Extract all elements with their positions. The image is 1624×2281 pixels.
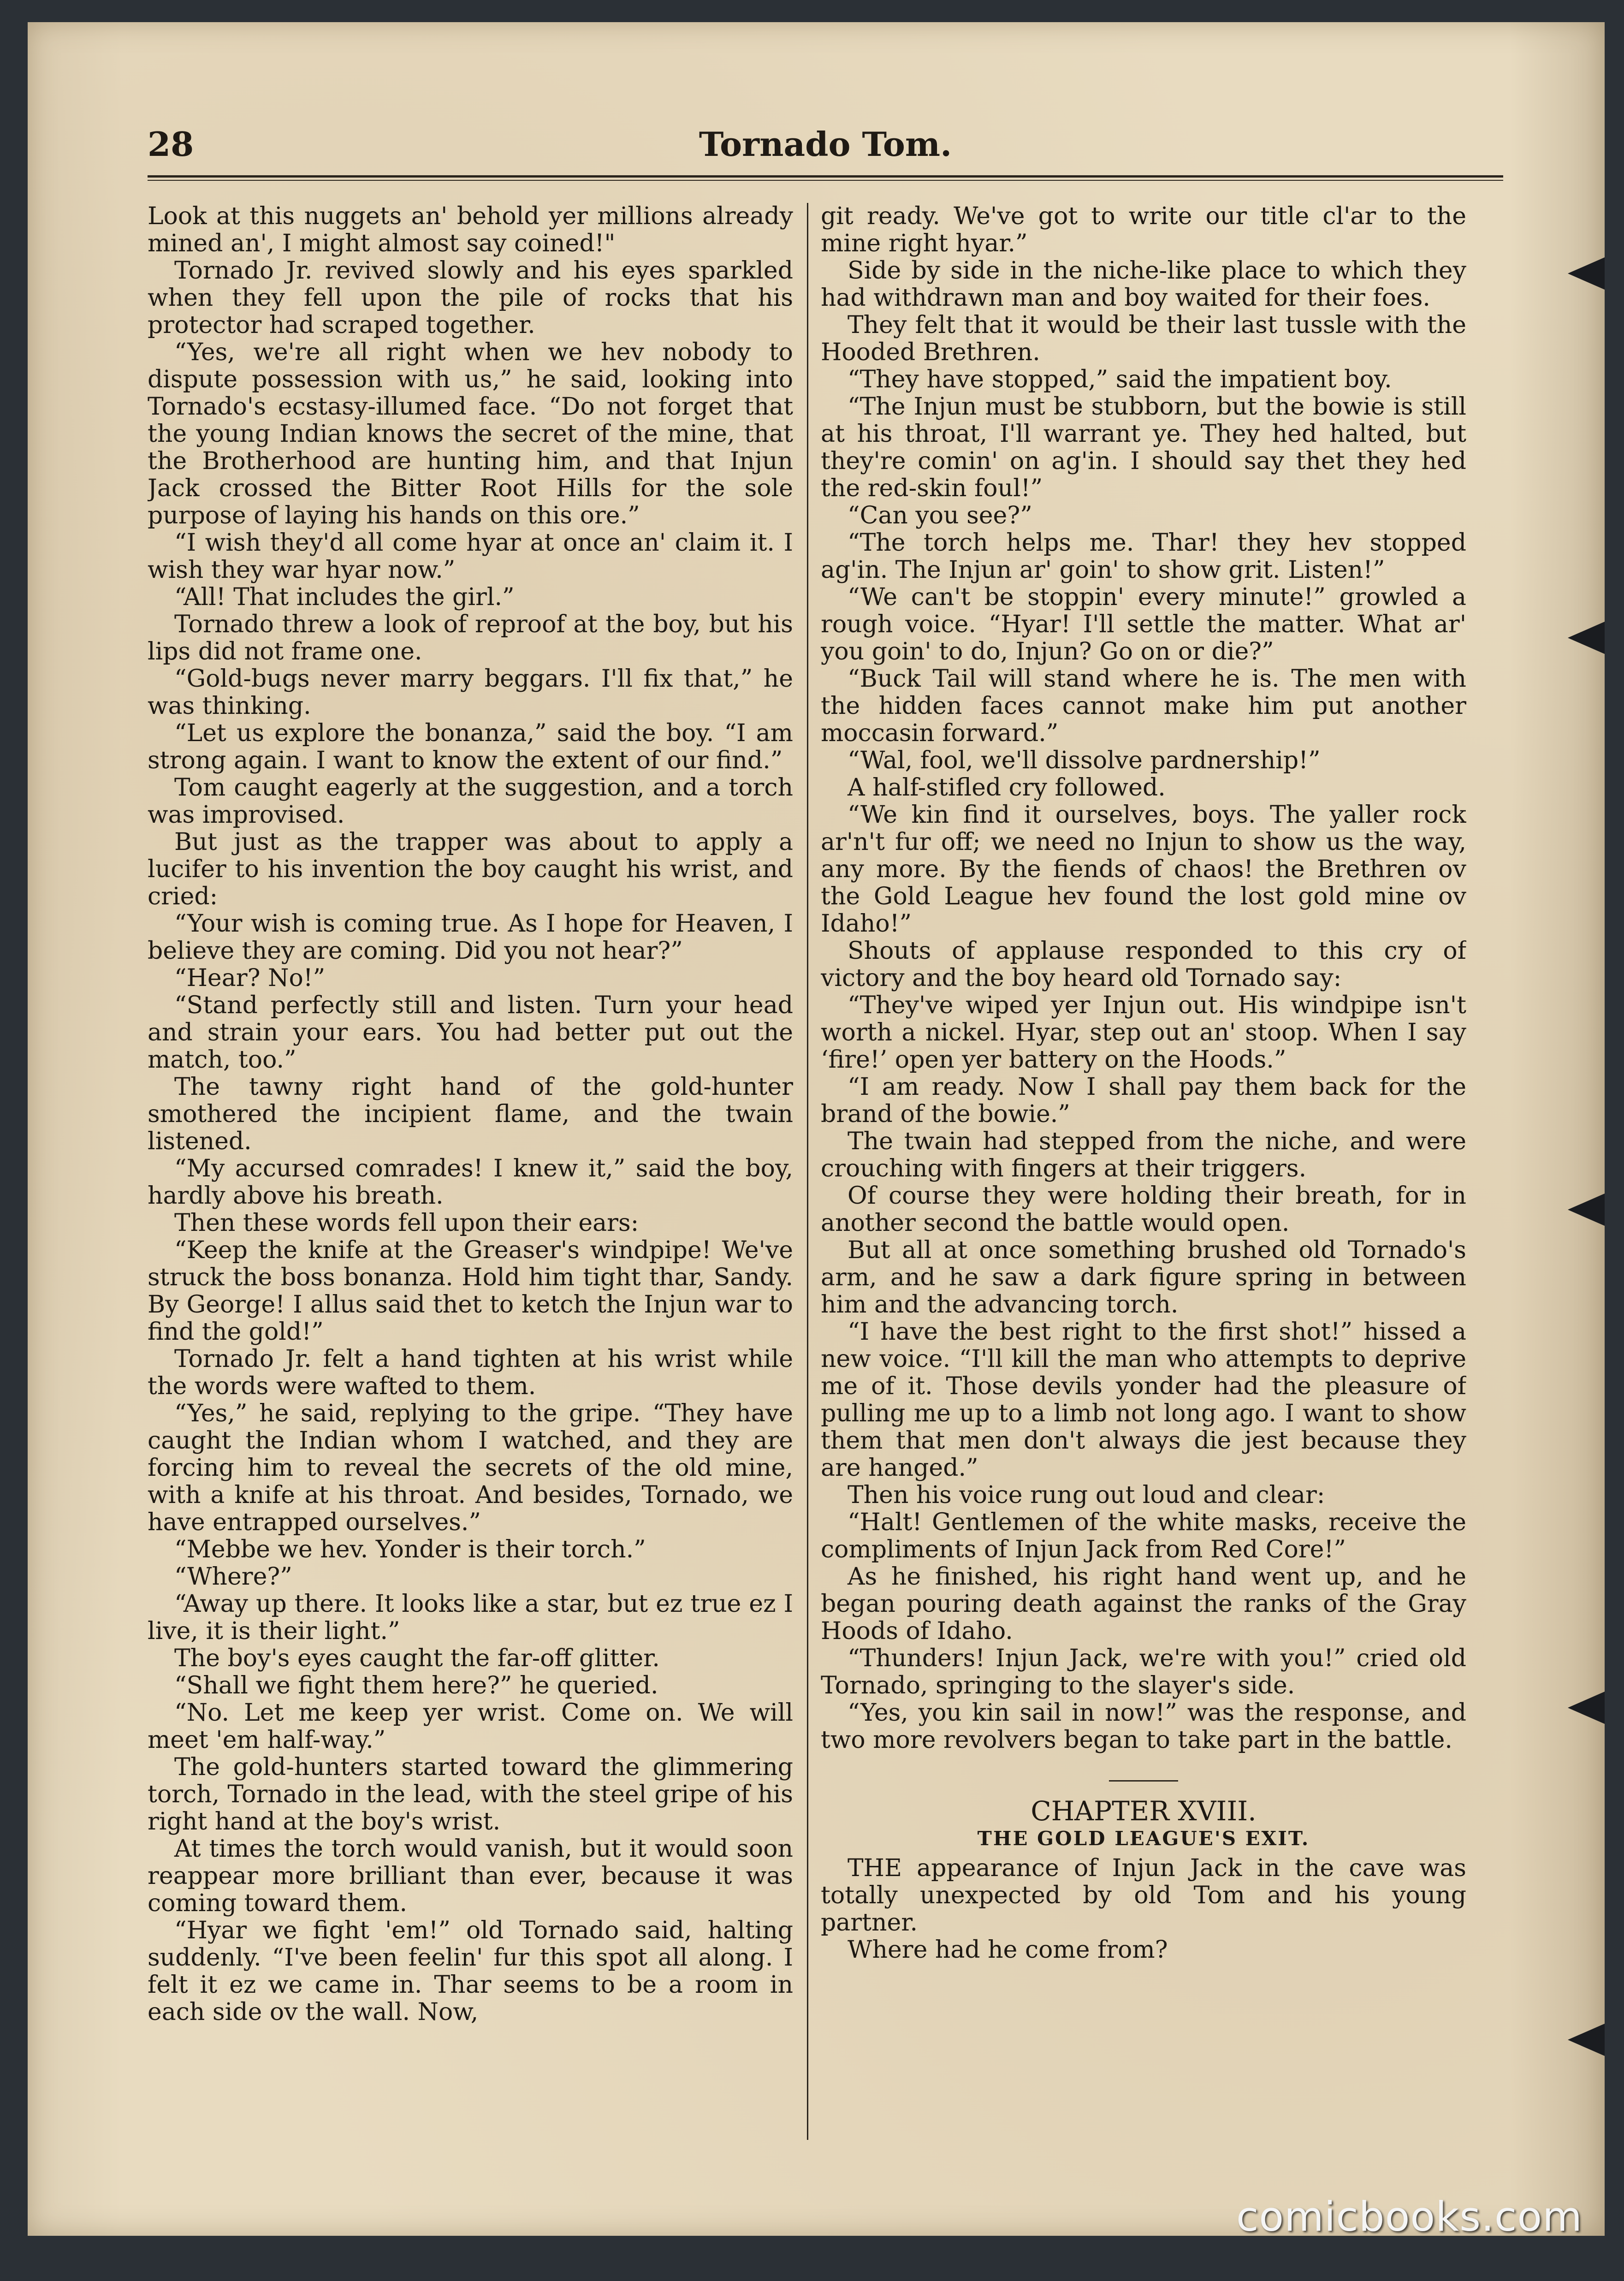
page-header <box>148 106 1503 171</box>
paragraph: “The Injun must be stubborn, but the bowie is still at his throat, I'll warrant ye. They hed halted, but they're comin' on ag'in. I should say thet they hed the red-skin foul!” <box>821 393 1466 502</box>
header-rule-thin <box>148 180 1503 181</box>
paragraph: “My accursed comrades! I knew it,” said the boy, hardly above his breath. <box>148 1155 793 1210</box>
paragraph: The tawny right hand of the gold-hunter smothered the incipient flame, and the twain listened. <box>148 1073 793 1155</box>
paragraph: “I am ready. Now I shall pay them back for the brand of the bowie.” <box>821 1073 1466 1128</box>
paragraph: “Thunders! Injun Jack, we're with you!” cried old Tornado, springing to the slayer's side. <box>821 1645 1466 1699</box>
chapter-subtitle: THE GOLD LEAGUE'S EXIT. <box>977 1827 1310 1850</box>
paragraph: But just as the trapper was about to apply a lucifer to his invention the boy caught his wrist, and cried: <box>148 828 793 910</box>
paragraph: “They have stopped,” said the impatient boy. <box>848 366 1392 393</box>
chapter-opening-text <box>821 1855 1466 1964</box>
paragraph: “I wish they'd all come hyar at once an' claim it. I wish they war hyar now.” <box>148 529 793 584</box>
watermark-logo: comicbooks.com <box>1236 2193 1583 2240</box>
paragraph: The gold-hunters started toward the glimmering torch, Tornado in the lead, with the steel gripe of his right hand at the boy's wrist. <box>148 1753 793 1835</box>
running-title: Tornado Tom. <box>699 125 952 164</box>
paragraph: git ready. We've got to write our title cl'ar to the mine right hyar.” <box>821 203 1466 257</box>
paragraph: “Let us explore the bonanza,” said the boy. “I am strong again. I want to know the extent of our find.” <box>148 719 793 774</box>
binding-notch <box>1568 622 1605 654</box>
paragraph: “The torch helps me. Thar! they hev stopped ag'in. The Injun ar' goin' to show grit. Listen!” <box>821 529 1466 584</box>
page-number: 28 <box>148 125 194 164</box>
paragraph: “Mebbe we hev. Yonder is their torch.” <box>174 1536 646 1563</box>
paragraph: Where had he come from? <box>848 1936 1168 1964</box>
paragraph: “We can't be stoppin' every minute!” growled a rough voice. “Hyar! I'll settle the matter. What ar' you goin' to do, Injun? Go on or die?” <box>821 583 1466 665</box>
paragraph: “Can you see?” <box>848 502 1032 529</box>
paragraph: “Hear? No!” <box>174 964 326 992</box>
paragraph: “They've wiped yer Injun out. His windpipe isn't worth a nickel. Hyar, step out an' stoop. When I say ‘fire!’ open yer battery on the Hoods.” <box>821 992 1466 1074</box>
right-column-text <box>821 203 1466 1754</box>
paragraph: “Yes, we're all right when we hev nobody to dispute possession with us,” he said, looking into Tornado's ecstasy-illumed face. “Do not forget that the young Indian knows the secret of the mine, that the Brotherhood are hunting him, and that Injun Jack crossed the Bitter Root Hills for the sole purpose of laying his hands on this ore.” <box>148 339 793 529</box>
section-separator <box>821 1760 1466 1788</box>
paragraph: A half-stifled cry followed. <box>848 774 1166 802</box>
paragraph: “Keep the knife at the Greaser's windpipe! We've struck the boss bonanza. Hold him tight thar, Sandy. By George! I allus said thet to ketch the Injun war to find the gold!” <box>148 1236 793 1346</box>
paragraph: At times the torch would vanish, but it would soon reappear more brilliant than ever, because it was coming toward them. <box>148 1835 793 1917</box>
binding-notch <box>1568 2024 1605 2056</box>
paragraph: THE appearance of Injun Jack in the cave was totally unexpected by old Tom and his young partner. <box>821 1854 1466 1936</box>
paragraph: As he finished, his right hand went up, and he began pouring death against the ranks of the Gray Hoods of Idaho. <box>821 1563 1466 1645</box>
paragraph: Then his voice rung out loud and clear: <box>848 1481 1325 1509</box>
paragraph: “Buck Tail will stand where he is. The men with the hidden faces cannot make him put another moccasin forward.” <box>821 665 1466 747</box>
paragraph: Then these words fell upon their ears: <box>174 1209 639 1237</box>
paragraph: Of course they were holding their breath, for in another second the battle would open. <box>821 1182 1466 1237</box>
paragraph: Tornado Jr. felt a hand tighten at his wrist while the words were wafted to them. <box>148 1345 793 1400</box>
paragraph: Tornado Jr. revived slowly and his eyes sparkled when they fell upon the pile of rocks that his protector had scraped together. <box>148 257 793 339</box>
paragraph: The twain had stepped from the niche, and were crouching with fingers at their triggers. <box>821 1128 1466 1182</box>
paragraph: “Hyar we fight 'em!” old Tornado said, halting suddenly. “I've been feelin' fur this spot all along. I felt it ez we came in. Thar seems to be a room in each side ov the wall. Now, <box>148 1917 793 2026</box>
paragraph: Shouts of applause responded to this cry of victory and the boy heard old Tornado say: <box>821 937 1466 992</box>
paragraph: “I have the best right to the first shot!” hissed a new voice. “I'll kill the man who attempts to deprive me of it. Those devils yonder had the pleasure of pulling me up to a limb not long ago. I want to show them that men don't always die jest because they are hanged.” <box>821 1318 1466 1482</box>
paragraph: Side by side in the niche-like place to which they had withdrawn man and boy waited for their foes. <box>821 257 1466 312</box>
paragraph: Look at this nuggets an' behold yer millions already mined an', I might almost say coined!" <box>148 203 793 257</box>
paragraph: “Where?” <box>174 1563 292 1591</box>
paragraph: They felt that it would be their last tussle with the Hooded Brethren. <box>821 311 1466 366</box>
header-rule <box>148 175 1503 178</box>
paragraph: “Stand perfectly still and listen. Turn your head and strain your ears. You had better put out the match, too.” <box>148 992 793 1074</box>
right-column <box>821 203 1466 2163</box>
paragraph: “No. Let me keep yer wrist. Come on. We will meet 'em half-way.” <box>148 1699 793 1754</box>
binding-notch <box>1568 1692 1605 1724</box>
paragraph: “All! That includes the girl.” <box>174 583 515 611</box>
paragraph: Tornado threw a look of reproof at the boy, but his lips did not frame one. <box>148 611 793 665</box>
column-divider <box>807 203 808 2140</box>
binding-notch <box>1568 1194 1605 1226</box>
left-column <box>148 203 793 2163</box>
paragraph: “Gold-bugs never marry beggars. I'll fix that,” he was thinking. <box>148 665 793 720</box>
paragraph: “Yes,” he said, replying to the gripe. “They have caught the Indian whom I watched, and they are forcing him to reveal the secrets of the old mine, with a knife at his throat. And besides, Tornado, we have entrapped ourselves.” <box>148 1400 793 1536</box>
paragraph: But all at once something brushed old Tornado's arm, and he saw a dark figure spring in between him and the advancing torch. <box>821 1236 1466 1319</box>
chapter-title: CHAPTER XVIII. <box>1031 1795 1257 1827</box>
binding-notch <box>1568 257 1605 290</box>
paragraph: “Halt! Gentlemen of the white masks, receive the compliments of Injun Jack from Red Core!” <box>821 1509 1466 1563</box>
paragraph: “Away up there. It looks like a star, but ez true ez I live, it is their light.” <box>148 1590 793 1645</box>
paragraph: “Shall we fight them here?” he queried. <box>174 1672 658 1699</box>
paragraph: The boy's eyes caught the far-off glitter. <box>174 1645 660 1672</box>
paragraph: “We kin find it ourselves, boys. The yaller rock ar'n't fur off; we need no Injun to show us the way, any more. By the fiends of chaos! the Brethren ov the Gold League hev found the lost gold mine ov Idaho!” <box>821 801 1466 938</box>
paragraph: “Your wish is coming true. As I hope for Heaven, I believe they are coming. Did you not hear?” <box>148 910 793 965</box>
paragraph: Tom caught eagerly at the suggestion, and a torch was improvised. <box>148 774 793 829</box>
paragraph: “Wal, fool, we'll dissolve pardnership!” <box>848 747 1321 774</box>
paragraph: “Yes, you kin sail in now!” was the response, and two more revolvers began to take part in the battle. <box>821 1699 1466 1754</box>
